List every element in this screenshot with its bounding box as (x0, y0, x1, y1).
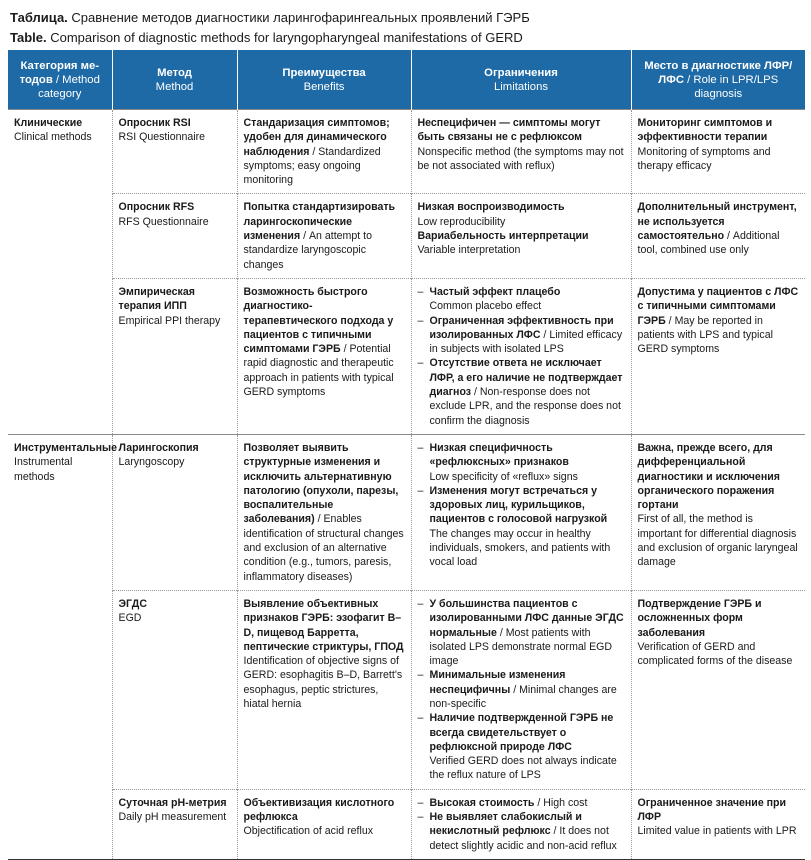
limitations-cell (411, 590, 631, 789)
header-benefits: Преимущества Benefits (237, 50, 411, 110)
table-row (8, 789, 805, 859)
list-item: – Не выявляет слабокислый и некислотный рефлюкс / It does not detect slightly acidic and non-acid reflux (418, 810, 625, 853)
header-limitations: Ограничения Limitations (411, 50, 631, 110)
benefits-cell: Попытка стандартизировать ларингоскопические изменения / An attempt to standardize laryngoscopic changes (237, 194, 411, 278)
table-row (8, 278, 805, 434)
limitations-list (418, 796, 625, 853)
list-item: – Отсутствие ответа не исключает ЛФР, а его наличие не подтверждает диагноз / Non-response does not exclude LPR, and the response does not confirm the diagnosis (418, 356, 625, 427)
list-item: – Частый эффект плацебо Common placebo effect (418, 285, 625, 314)
benefits-cell: Выявление объективных признаков ГЭРБ: эзофагит B–D, пищевод Барретта, пептические стриктуры, ГПОД Identification of objective signs of GERD: esophagitis B–D, Barrett's esophagus, peptic strictures, hiatal hernia (237, 590, 411, 789)
header-role: Место в диагностике ЛФР/ЛФС / Role in LPR/LPS diagnosis (631, 50, 805, 110)
benefits-cell: Позволяет выявить структурные изменения и исключить альтернативную патологию (опухоли, парезы, воспалительные заболевания) / Enables identification of structural changes and exclusion of an alternative condition (e.g., tumors, paresis, inflammatory diseases) (237, 434, 411, 590)
table-caption (10, 8, 805, 48)
list-item: – Минимальные изменения неспецифичны / Minimal changes are non-specific (418, 668, 625, 711)
list-item: – Ограниченная эффективность при изолированных ЛФС / Limited efficacy in subjects with isolated LPS (418, 314, 625, 357)
limitations-list (418, 597, 625, 783)
limitations-cell (411, 278, 631, 434)
caption-ru (10, 8, 805, 28)
method-cell: Эмпирическая терапия ИПП Empirical PPI therapy (112, 278, 237, 434)
header-row (8, 50, 805, 110)
method-cell: Суточная pH-метрия Daily pH measurement (112, 789, 237, 859)
caption-en-label: Table. (10, 30, 47, 45)
caption-ru-label: Таблица. (10, 10, 68, 25)
header-category: Категория методов / Method category (8, 50, 112, 110)
role-cell: Важна, прежде всего, для дифференциальной диагностики и исключения органического поражения гортани First of all, the method is important for differential diagnosis and exclusion of organic laryngeal damage (631, 434, 805, 590)
caption-en (10, 28, 805, 48)
caption-en-text: Comparison of diagnostic methods for laryngopharyngeal manifestations of GERD (46, 30, 523, 45)
method-cell: Опросник RSI RSI Questionnaire (112, 110, 237, 194)
category-clinical: Клинические Clinical methods (8, 110, 112, 435)
table-row (8, 434, 805, 590)
method-cell: Опросник RFS RFS Questionnaire (112, 194, 237, 278)
benefits-cell: Возможность быстрого диагностико-терапевтического подхода у пациентов с типичными симптомами ГЭРБ / Potential rapid diagnostic and therapeutic approach in patients with typical GERD symptoms (237, 278, 411, 434)
list-item: – Низкая специфичность «рефлюксных» признаков Low specificity of «reflux» signs (418, 441, 625, 484)
role-cell: Допустима у пациентов с ЛФС с типичными симптомами ГЭРБ / May be reported in patients with LPS and typical GERD symptoms (631, 278, 805, 434)
list-item: – Изменения могут встречаться у здоровых лиц, курильщиков, пациентов с голосовой нагрузкой The changes may occur in healthy individuals, smokers, and patients with vocal load (418, 484, 625, 570)
comparison-table (8, 50, 805, 860)
category-instrumental: Инструментальные Instrumental methods (8, 434, 112, 859)
table-row (8, 194, 805, 278)
limitations-cell: Неспецифичен — симптомы могут быть связаны не с рефлюксом Nonspecific method (the symptoms may not be not associated with reflux) (411, 110, 631, 194)
limitations-list (418, 441, 625, 570)
role-cell: Подтверждение ГЭРБ и осложненных форм заболевания Verification of GERD and complicated forms of the disease (631, 590, 805, 789)
benefits-cell: Стандаризация симптомов; удобен для динамического наблюдения / Standardized symptoms; easy ongoing monitoring (237, 110, 411, 194)
header-method: Метод Method (112, 50, 237, 110)
limitations-cell: Низкая воспроизводимость Low reproducibility Вариабельность интерпретации Variable interpretation (411, 194, 631, 278)
role-cell: Ограниченное значение при ЛФР Limited value in patients with LPR (631, 789, 805, 859)
limitations-list (418, 285, 625, 428)
role-cell: Мониторинг симптомов и эффективности терапии Monitoring of symptoms and therapy efficacy (631, 110, 805, 194)
role-cell: Дополнительный инструмент, не используется самостоятельно / Additional tool, combined use only (631, 194, 805, 278)
limitations-cell (411, 434, 631, 590)
table-row (8, 110, 805, 194)
method-cell: Ларингоскопия Laryngoscopy (112, 434, 237, 590)
list-item: – Наличие подтвержденной ГЭРБ не всегда свидетельствует о рефлюксной природе ЛФС Verified GERD does not always indicate the reflux nature of LPS (418, 711, 625, 782)
list-item: – У большинства пациентов с изолированными ЛФС данные ЭГДС нормальные / Most patients with isolated LPS demonstrate normal EGD image (418, 597, 625, 668)
table-row (8, 590, 805, 789)
limitations-cell (411, 789, 631, 859)
caption-ru-text: Сравнение методов диагностики ларингофарингеальных проявлений ГЭРБ (67, 10, 530, 25)
list-item: – Высокая стоимость / High cost (418, 796, 625, 810)
benefits-cell: Объективизация кислотного рефлюкса Objectification of acid reflux (237, 789, 411, 859)
method-cell: ЭГДС EGD (112, 590, 237, 789)
